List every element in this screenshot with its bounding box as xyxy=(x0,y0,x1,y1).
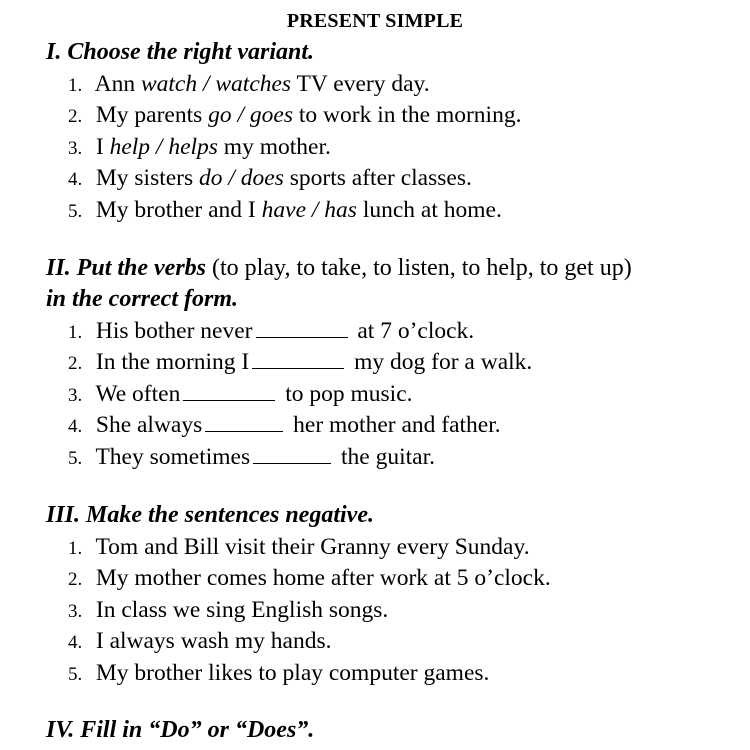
section1-item-2 xyxy=(68,101,521,131)
item-pre: My brother and I xyxy=(95,197,256,223)
item-pre: His bother never xyxy=(95,318,253,344)
section1-item-3 xyxy=(68,133,331,163)
item-number: 3. xyxy=(68,385,83,406)
item-pre: My sisters xyxy=(95,165,194,191)
answer-blank[interactable] xyxy=(252,350,344,369)
item-post: the guitar. xyxy=(341,444,435,470)
item-post: my dog for a walk. xyxy=(354,349,533,375)
item-choice: watch / watches xyxy=(140,71,292,97)
item-post: my mother. xyxy=(223,134,331,160)
item-text: I always wash my hands. xyxy=(95,628,332,654)
item-pre: We often xyxy=(95,381,181,407)
answer-blank[interactable] xyxy=(256,319,348,338)
item-pre: She always xyxy=(95,412,203,438)
section3-item-5 xyxy=(68,659,489,689)
section2-item-1 xyxy=(68,317,474,347)
section2-heading-bold: II. Put the verbs xyxy=(46,255,207,281)
section1-item-1 xyxy=(68,70,430,100)
item-text: My mother comes home after work at 5 o’clock. xyxy=(95,565,551,591)
item-number: 1. xyxy=(68,322,83,343)
item-number: 4. xyxy=(68,632,83,653)
section2-item-2 xyxy=(68,348,532,378)
item-text: In class we sing English songs. xyxy=(95,597,389,623)
item-choice: go / goes xyxy=(208,102,293,128)
section2-item-4 xyxy=(68,411,501,441)
section2-verb-list: (to play, to take, to listen, to help, to get up) xyxy=(212,255,632,281)
item-number: 5. xyxy=(68,201,83,222)
item-number: 3. xyxy=(68,138,83,159)
item-number: 1. xyxy=(68,538,83,559)
item-pre: In the morning I xyxy=(95,349,250,375)
item-pre: Ann xyxy=(94,71,136,97)
item-post: to work in the morning. xyxy=(298,102,522,128)
section3-item-4 xyxy=(68,627,331,657)
item-post: her mother and father. xyxy=(293,412,501,438)
item-choice: have / has xyxy=(261,197,357,223)
section1-heading: I. Choose the right variant. xyxy=(46,39,315,65)
item-text: Tom and Bill visit their Granny every Sunday. xyxy=(95,534,530,560)
section2-item-5 xyxy=(68,443,435,473)
section2-heading xyxy=(46,254,632,282)
answer-blank[interactable] xyxy=(205,413,283,432)
section2-heading-line2: in the correct form. xyxy=(46,286,238,312)
item-post: at 7 o’clock. xyxy=(357,318,475,344)
item-number: 2. xyxy=(68,106,83,127)
item-number: 5. xyxy=(68,448,83,469)
item-pre: My parents xyxy=(95,102,203,128)
item-choice: help / helps xyxy=(109,134,218,160)
item-post: TV every day. xyxy=(296,71,430,97)
item-number: 4. xyxy=(68,416,83,437)
section2-item-3 xyxy=(68,380,413,410)
section3-item-1 xyxy=(68,533,530,563)
item-text: My brother likes to play computer games. xyxy=(95,660,490,686)
page-title: PRESENT SIMPLE xyxy=(286,10,464,32)
section4-heading: IV. Fill in “Do” or “Does”. xyxy=(46,717,315,743)
section1-item-5 xyxy=(68,196,502,226)
item-number: 5. xyxy=(68,664,83,685)
answer-blank[interactable] xyxy=(253,445,331,464)
item-number: 2. xyxy=(68,353,83,374)
item-number: 4. xyxy=(68,169,83,190)
item-choice: do / does xyxy=(199,165,284,191)
answer-blank[interactable] xyxy=(183,382,275,401)
section1-item-4 xyxy=(68,164,472,194)
item-number: 3. xyxy=(68,601,83,622)
item-number: 1. xyxy=(68,75,83,96)
section3-heading: III. Make the sentences negative. xyxy=(46,502,374,528)
item-pre: I xyxy=(95,134,104,160)
section3-item-3 xyxy=(68,596,388,626)
section3-item-2 xyxy=(68,564,551,594)
item-post: lunch at home. xyxy=(362,197,502,223)
item-post: sports after classes. xyxy=(289,165,472,191)
item-number: 2. xyxy=(68,569,83,590)
item-post: to pop music. xyxy=(285,381,413,407)
item-pre: They sometimes xyxy=(95,444,251,470)
